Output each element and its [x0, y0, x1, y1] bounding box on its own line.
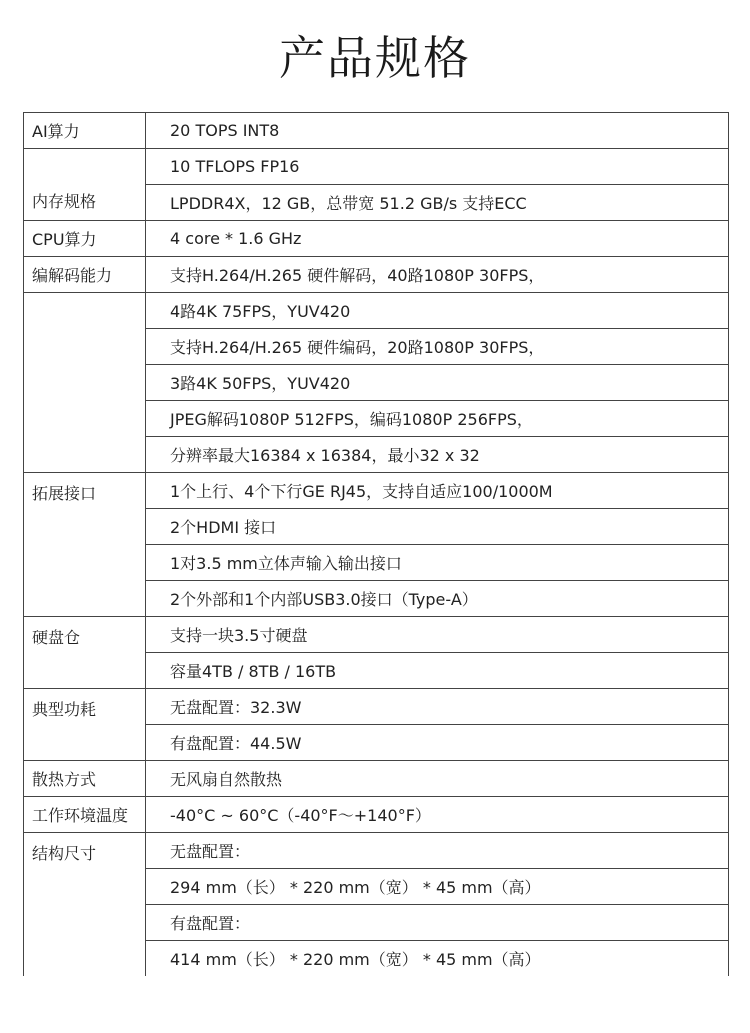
table-row [24, 149, 729, 185]
table-row [24, 797, 729, 833]
table-row [24, 257, 729, 293]
spec-value: 4 core * 1.6 GHz [146, 221, 729, 257]
spec-value: 4路4K 75FPS，YUV420 [146, 293, 729, 329]
spec-key-ai: AI算力 [24, 113, 146, 149]
table-row [24, 761, 729, 797]
spec-key-cpu: CPU算力 [24, 221, 146, 257]
spec-key-ports: 拓展接口 [24, 473, 146, 617]
table-row [24, 113, 729, 149]
spec-value: 2个HDMI 接口 [146, 509, 729, 545]
table-row [24, 473, 729, 509]
table-row [24, 221, 729, 257]
table-row [24, 617, 729, 653]
spec-key-codec: 编解码能力 [24, 257, 146, 293]
spec-key-temperature: 工作环境温度 [24, 797, 146, 833]
spec-value: 2个外部和1个内部USB3.0接口（Type-A） [146, 581, 729, 617]
spec-value: 10 TFLOPS FP16 [146, 149, 729, 185]
spec-key-drive-bay: 硬盘仓 [24, 617, 146, 689]
spec-value: 3路4K 50FPS，YUV420 [146, 365, 729, 401]
spec-key-cooling: 散热方式 [24, 761, 146, 797]
page-title: 产品规格 [279, 31, 471, 85]
table-row [24, 293, 729, 329]
spec-value: 支持一块3.5寸硬盘 [146, 617, 729, 653]
table-row [24, 689, 729, 725]
spec-value: 支持H.264/H.265 硬件编码，20路1080P 30FPS， [146, 329, 729, 365]
spec-table [23, 112, 729, 976]
spec-value: 无盘配置： [146, 833, 729, 869]
spec-value: 无盘配置：32.3W [146, 689, 729, 725]
spec-key-dimensions: 结构尺寸 [24, 833, 146, 977]
spec-value: 支持H.264/H.265 硬件解码，40路1080P 30FPS， [146, 257, 729, 293]
spec-key-empty [24, 293, 146, 473]
spec-value: 有盘配置：44.5W [146, 725, 729, 761]
spec-value: 414 mm（长） * 220 mm（宽） * 45 mm（高） [146, 941, 729, 977]
spec-value: 20 TOPS INT8 [146, 113, 729, 149]
spec-value: 无风扇自然散热 [146, 761, 729, 797]
table-row [24, 833, 729, 869]
spec-value: JPEG解码1080P 512FPS，编码1080P 256FPS， [146, 401, 729, 437]
spec-key-power: 典型功耗 [24, 689, 146, 761]
spec-value: 分辨率最大16384 x 16384，最小32 x 32 [146, 437, 729, 473]
spec-value: 有盘配置： [146, 905, 729, 941]
spec-value: LPDDR4X，12 GB，总带宽 51.2 GB/s 支持ECC [146, 185, 729, 221]
spec-value: 294 mm（长） * 220 mm（宽） * 45 mm（高） [146, 869, 729, 905]
spec-value: 容量4TB / 8TB / 16TB [146, 653, 729, 689]
spec-value: 1对3.5 mm立体声输入输出接口 [146, 545, 729, 581]
spec-key-memory: 内存规格 [24, 149, 146, 221]
spec-value: -40°C ~ 60°C（-40°F～+140°F） [146, 797, 729, 833]
spec-value: 1个上行、4个下行GE RJ45，支持自适应100/1000M [146, 473, 729, 509]
